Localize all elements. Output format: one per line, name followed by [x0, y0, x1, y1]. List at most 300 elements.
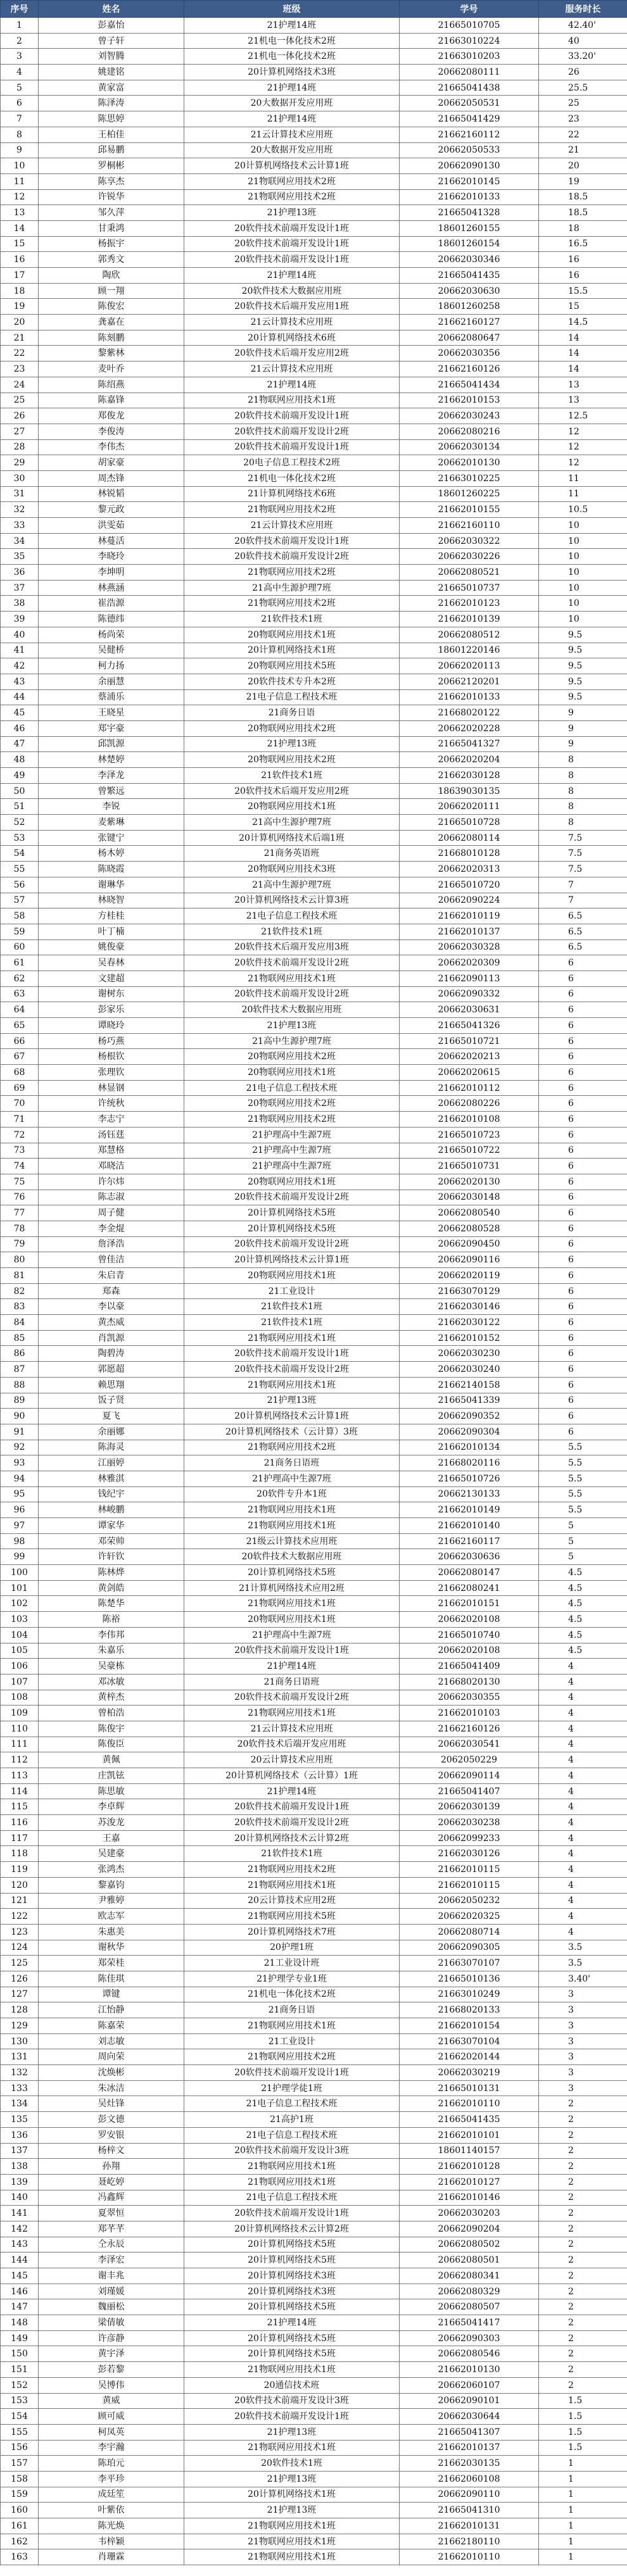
- table-row: [1, 2456, 627, 2472]
- service-hours: 11: [539, 470, 627, 486]
- class-name: 21软件技术1班: [184, 1315, 400, 1331]
- row-index: 114: [1, 1783, 39, 1799]
- table-row: [1, 580, 627, 596]
- student-name: 林锐韬: [39, 486, 184, 502]
- table-row: [1, 2330, 627, 2346]
- student-name: 李俊涛: [39, 424, 184, 439]
- table-row: [1, 1112, 627, 1128]
- row-index: 139: [1, 2174, 39, 2190]
- header-index: 序号: [1, 1, 39, 18]
- table-row: [1, 1956, 627, 1971]
- row-index: 4: [1, 65, 39, 80]
- student-id: 21662010131: [400, 2518, 539, 2534]
- row-index: 120: [1, 1877, 39, 1893]
- class-name: 20计算机网络技术3班: [184, 2284, 400, 2299]
- service-hours: 5: [539, 1533, 627, 1549]
- class-name: 21护理14班: [184, 377, 400, 393]
- row-index: 75: [1, 1174, 39, 1190]
- student-name: 刘瑾媛: [39, 2284, 184, 2299]
- service-hours: 12: [539, 439, 627, 455]
- student-id: 20662080507: [400, 2299, 539, 2315]
- service-hours: 2: [539, 2190, 627, 2206]
- class-name: 21物联网应用技术1班: [184, 2534, 400, 2549]
- student-name: 黄剑皓: [39, 1580, 184, 1596]
- table-row: [1, 1409, 627, 1424]
- student-id: 21662030126: [400, 1846, 539, 1862]
- student-id: 21662010149: [400, 1502, 539, 1518]
- student-id: 20662020204: [400, 752, 539, 768]
- service-hours: 18.5: [539, 189, 627, 205]
- row-index: 163: [1, 2549, 39, 2565]
- student-name: 周杰锋: [39, 470, 184, 486]
- service-hours: 14: [539, 346, 627, 361]
- student-name: 邓晓洁: [39, 1159, 184, 1174]
- student-id: 21662010154: [400, 2018, 539, 2034]
- service-hours: 9.5: [539, 674, 627, 689]
- student-name: 曾繁远: [39, 783, 184, 799]
- row-index: 17: [1, 268, 39, 284]
- table-row: [1, 1596, 627, 1612]
- row-index: 48: [1, 752, 39, 768]
- student-id: 21665010136: [400, 1971, 539, 1987]
- student-id: 21662010115: [400, 1877, 539, 1893]
- student-id: 18639030135: [400, 783, 539, 799]
- service-hours: 3: [539, 2033, 627, 2049]
- student-id: 21665041407: [400, 1783, 539, 1799]
- table-row: [1, 830, 627, 846]
- student-name: 王晓星: [39, 705, 184, 721]
- table-row: [1, 768, 627, 784]
- student-id: 20662090450: [400, 1236, 539, 1252]
- table-row: [1, 2002, 627, 2018]
- table-row: [1, 2268, 627, 2284]
- row-index: 30: [1, 470, 39, 486]
- row-index: 70: [1, 1096, 39, 1112]
- row-index: 125: [1, 1956, 39, 1971]
- student-id: 21668010128: [400, 846, 539, 862]
- student-id: 18601260225: [400, 486, 539, 502]
- row-index: 18: [1, 283, 39, 299]
- service-hours: 16.5: [539, 236, 627, 252]
- student-name: 陈裕: [39, 1612, 184, 1628]
- student-id: 21662020144: [400, 2049, 539, 2065]
- service-hours: 10: [539, 596, 627, 612]
- row-index: 44: [1, 689, 39, 705]
- class-name: 20计算机网络技术云计算2班: [184, 1830, 400, 1846]
- header-service-hours: 服务时长: [539, 1, 627, 18]
- class-name: 21电子信息工程技术班: [184, 1080, 400, 1096]
- student-name: 张键宁: [39, 830, 184, 846]
- service-hours: 6: [539, 1190, 627, 1205]
- row-index: 84: [1, 1315, 39, 1331]
- table-row: [1, 268, 627, 284]
- service-hours: 3.5: [539, 1956, 627, 1971]
- class-name: 20计算机网络技术（云计算）1班: [184, 1768, 400, 1784]
- service-hours: 4.5: [539, 1643, 627, 1659]
- student-name: 黎嘉钧: [39, 1877, 184, 1893]
- service-hours: 19: [539, 173, 627, 189]
- table-row: [1, 2315, 627, 2331]
- student-name: 李宇瀚: [39, 2440, 184, 2456]
- class-name: 21物联网应用技术1班: [184, 393, 400, 408]
- student-id: 21665010722: [400, 1143, 539, 1159]
- service-hours: 2: [539, 2159, 627, 2175]
- table-row: [1, 49, 627, 65]
- student-id: 20662090352: [400, 1409, 539, 1424]
- student-name: 余丽娜: [39, 1424, 184, 1440]
- service-hours: 6: [539, 1393, 627, 1409]
- table-row: [1, 1127, 627, 1143]
- student-id: 20662050531: [400, 96, 539, 111]
- service-hours: 3: [539, 2049, 627, 2065]
- service-hours: 6: [539, 1127, 627, 1143]
- row-index: 86: [1, 1346, 39, 1362]
- row-index: 79: [1, 1236, 39, 1252]
- row-index: 157: [1, 2456, 39, 2472]
- class-name: 21护理13班: [184, 736, 400, 752]
- class-name: 20软件技术前端开发设计2班: [184, 1190, 400, 1205]
- student-id: 18601260258: [400, 299, 539, 315]
- class-name: 20物联网应用技术1班: [184, 1065, 400, 1081]
- service-hours: 9.5: [539, 689, 627, 705]
- student-id: 20662090304: [400, 1424, 539, 1440]
- class-name: 21物联网应用技术1班: [184, 1330, 400, 1346]
- student-name: 李平珍: [39, 2471, 184, 2487]
- student-id: 21662160112: [400, 127, 539, 142]
- class-name: 21物联网应用技术2班: [184, 502, 400, 518]
- service-hours: 9.5: [539, 658, 627, 674]
- service-hours: 7: [539, 893, 627, 908]
- student-name: 吴建豪: [39, 1846, 184, 1862]
- service-hours: 4: [539, 1706, 627, 1721]
- service-hours: 3: [539, 2065, 627, 2081]
- student-name: 汤钰莛: [39, 1127, 184, 1143]
- class-name: 20大数据开发应用班: [184, 96, 400, 111]
- student-name: 朱冰洁: [39, 2080, 184, 2096]
- student-id: 21668020130: [400, 1674, 539, 1690]
- table-row: [1, 1502, 627, 1518]
- row-index: 113: [1, 1768, 39, 1784]
- class-name: 21软件技术1班: [184, 1846, 400, 1862]
- table-row: [1, 658, 627, 674]
- student-name: 肖珊霖: [39, 2549, 184, 2565]
- table-row: [1, 1190, 627, 1205]
- table-row: [1, 1737, 627, 1752]
- service-hours: 6: [539, 971, 627, 986]
- service-hours: 9: [539, 736, 627, 752]
- table-row: [1, 518, 627, 534]
- service-hours: 1.5: [539, 2440, 627, 2456]
- table-row: [1, 1471, 627, 1486]
- row-index: 132: [1, 2065, 39, 2081]
- service-hours: 5: [539, 1549, 627, 1565]
- row-index: 103: [1, 1612, 39, 1628]
- service-hours: 6: [539, 1080, 627, 1096]
- table-row: [1, 65, 627, 80]
- student-name: 郭秀文: [39, 252, 184, 268]
- row-index: 87: [1, 1362, 39, 1378]
- class-name: 20软件技术后端开发应用班: [184, 1737, 400, 1752]
- row-index: 116: [1, 1815, 39, 1831]
- student-id: 20662020108: [400, 1612, 539, 1628]
- student-id: 2062050229: [400, 1752, 539, 1768]
- row-index: 102: [1, 1596, 39, 1612]
- student-id: 21668020133: [400, 2002, 539, 2018]
- table-row: [1, 955, 627, 971]
- student-name: 曾柏浩: [39, 1706, 184, 1721]
- service-hours: 2: [539, 2206, 627, 2221]
- student-name: 聂屹婷: [39, 2174, 184, 2190]
- student-name: 黄梓杰: [39, 1690, 184, 1706]
- table-row: [1, 111, 627, 127]
- table-row: [1, 486, 627, 502]
- row-index: 67: [1, 1049, 39, 1065]
- table-row: [1, 283, 627, 299]
- table-row: [1, 1815, 627, 1831]
- class-name: 21物联网应用技术2班: [184, 2049, 400, 2065]
- student-name: 谢秋华: [39, 1940, 184, 1956]
- student-id: 20662030219: [400, 2065, 539, 2081]
- class-name: 20软件技术大数据应用班: [184, 1549, 400, 1565]
- row-index: 73: [1, 1143, 39, 1159]
- student-name: 朱嘉乐: [39, 1643, 184, 1659]
- table-row: [1, 1706, 627, 1721]
- student-id: 20662090114: [400, 1768, 539, 1784]
- table-row: [1, 1018, 627, 1034]
- student-id: 21665010131: [400, 2080, 539, 2096]
- student-name: 孙翔: [39, 2159, 184, 2175]
- service-hours: 20: [539, 158, 627, 174]
- service-hours: 12.5: [539, 408, 627, 424]
- table-row: [1, 908, 627, 924]
- row-index: 37: [1, 580, 39, 596]
- class-name: 20物联网应用技术2班: [184, 720, 400, 736]
- row-index: 58: [1, 908, 39, 924]
- service-hours: 4: [539, 1799, 627, 1815]
- student-name: 饭子贤: [39, 1393, 184, 1409]
- student-id: 21665041417: [400, 2315, 539, 2331]
- table-row: [1, 799, 627, 815]
- service-hours: 4: [539, 1659, 627, 1674]
- table-row: [1, 1549, 627, 1565]
- table-row: [1, 2471, 627, 2487]
- table-row: [1, 1236, 627, 1252]
- service-hours: 2: [539, 2112, 627, 2128]
- table-row: [1, 846, 627, 862]
- service-hours: 6: [539, 1362, 627, 1378]
- class-name: 20软件技术前端开发设计2班: [184, 955, 400, 971]
- student-id: 20662030322: [400, 533, 539, 549]
- service-hours: 2: [539, 2346, 627, 2362]
- student-id: 21665041307: [400, 2424, 539, 2440]
- row-index: 94: [1, 1471, 39, 1486]
- class-name: 21护理14班: [184, 80, 400, 96]
- table-row: [1, 1987, 627, 2002]
- table-row: [1, 2518, 627, 2534]
- student-id: 21665010740: [400, 1627, 539, 1643]
- header-class: 班级: [184, 1, 400, 18]
- service-hours: 1: [539, 2518, 627, 2534]
- service-hours: 8: [539, 815, 627, 831]
- row-index: 145: [1, 2268, 39, 2284]
- student-name: 陈楚华: [39, 1596, 184, 1612]
- student-id: 21665010728: [400, 815, 539, 831]
- student-name: 邱凯源: [39, 736, 184, 752]
- table-row: [1, 1174, 627, 1190]
- table-row: [1, 1799, 627, 1815]
- service-hours: 6: [539, 1159, 627, 1174]
- service-hours: 23: [539, 111, 627, 127]
- student-id: 21662010127: [400, 2174, 539, 2190]
- service-hours: 10.5: [539, 502, 627, 518]
- table-row: [1, 189, 627, 205]
- row-index: 81: [1, 1268, 39, 1284]
- class-name: 21软件技术1班: [184, 768, 400, 784]
- student-name: 陈绍燕: [39, 377, 184, 393]
- table-row: [1, 924, 627, 939]
- class-name: 20计算机网络技术3班: [184, 2268, 400, 2284]
- class-name: 21高中生源护理7班: [184, 877, 400, 893]
- student-id: 20662030139: [400, 1799, 539, 1815]
- class-name: 20计算机网络技术后端1班: [184, 830, 400, 846]
- table-row: [1, 1033, 627, 1049]
- class-name: 20软件技术前端开发设计1班: [184, 439, 400, 455]
- table-row: [1, 596, 627, 612]
- service-hours: 6: [539, 1409, 627, 1424]
- student-id: 20662080216: [400, 424, 539, 439]
- service-hours: 4: [539, 1768, 627, 1784]
- student-name: 叶紫依: [39, 2503, 184, 2518]
- class-name: 21工业设计班: [184, 1956, 400, 1971]
- row-index: 46: [1, 720, 39, 736]
- student-name: 陈志淑: [39, 1190, 184, 1205]
- class-name: 20计算机网络技术1班: [184, 2487, 400, 2503]
- row-index: 137: [1, 2143, 39, 2159]
- row-index: 56: [1, 877, 39, 893]
- table-row: [1, 877, 627, 893]
- table-row: [1, 2159, 627, 2175]
- class-name: 21物联网应用技术2班: [184, 1440, 400, 1455]
- row-index: 107: [1, 1674, 39, 1690]
- class-name: 21护理13班: [184, 1393, 400, 1409]
- class-name: 21软件技术1班: [184, 1299, 400, 1315]
- student-id: 20662030356: [400, 346, 539, 361]
- table-row: [1, 674, 627, 689]
- table-row: [1, 2065, 627, 2081]
- student-name: 柯凤英: [39, 2424, 184, 2440]
- student-id: 21662030128: [400, 768, 539, 784]
- class-name: 20软件技术1班: [184, 2456, 400, 2472]
- service-hours: 6: [539, 1283, 627, 1299]
- service-hours: 4.5: [539, 1596, 627, 1612]
- class-name: 20软件技术前端开发设计1班: [184, 1643, 400, 1659]
- student-name: 龚嘉在: [39, 315, 184, 330]
- student-id: 21663010225: [400, 470, 539, 486]
- row-index: 147: [1, 2299, 39, 2315]
- table-row: [1, 533, 627, 549]
- class-name: 20物联网应用技术1班: [184, 627, 400, 643]
- student-name: 冯鑫辉: [39, 2190, 184, 2206]
- table-row: [1, 815, 627, 831]
- table-row: [1, 2143, 627, 2159]
- row-index: 152: [1, 2377, 39, 2393]
- row-index: 53: [1, 830, 39, 846]
- student-id: 21665010705: [400, 18, 539, 34]
- row-index: 64: [1, 1002, 39, 1018]
- service-hours: 6: [539, 1424, 627, 1440]
- class-name: 21护理14班: [184, 111, 400, 127]
- student-id: 20662080502: [400, 2237, 539, 2252]
- table-row: [1, 502, 627, 518]
- class-name: 20软件技术大数据应用班: [184, 283, 400, 299]
- table-row: [1, 2190, 627, 2206]
- class-name: 21物联网应用技术2班: [184, 1862, 400, 1878]
- table-row: [1, 565, 627, 581]
- class-name: 20软件技术前端开发设计2班: [184, 1690, 400, 1706]
- row-index: 140: [1, 2190, 39, 2206]
- student-name: 顾可威: [39, 2409, 184, 2425]
- table-row: [1, 1393, 627, 1409]
- student-id: 21665010720: [400, 877, 539, 893]
- class-name: 21高中生源护理7班: [184, 1033, 400, 1049]
- row-index: 123: [1, 1924, 39, 1940]
- student-name: 黄威: [39, 2393, 184, 2409]
- student-name: 陈俊宏: [39, 299, 184, 315]
- student-name: 沈焕彬: [39, 2065, 184, 2081]
- table-row: [1, 1159, 627, 1174]
- service-hours: 1: [539, 2549, 627, 2565]
- service-hours: 6: [539, 1221, 627, 1236]
- student-id: 21662010112: [400, 1080, 539, 1096]
- table-row: [1, 1893, 627, 1909]
- service-hours: 5.5: [539, 1502, 627, 1518]
- class-name: 20计算机网络技术云计算1班: [184, 1409, 400, 1424]
- row-index: 109: [1, 1706, 39, 1721]
- service-hours: 25: [539, 96, 627, 111]
- student-id: 20662020325: [400, 1909, 539, 1925]
- student-id: 20662050533: [400, 142, 539, 158]
- service-hours: 4.5: [539, 1612, 627, 1628]
- student-id: 20662080147: [400, 1565, 539, 1581]
- service-hours: 4: [539, 1721, 627, 1737]
- row-index: 35: [1, 549, 39, 565]
- service-hours: 12: [539, 424, 627, 439]
- class-name: 21软件技术1班: [184, 924, 400, 939]
- student-id: 21665041328: [400, 205, 539, 221]
- student-name: 李以豪: [39, 1299, 184, 1315]
- service-hours: 4: [539, 1783, 627, 1799]
- student-name: 许轩钦: [39, 1549, 184, 1565]
- row-index: 11: [1, 173, 39, 189]
- table-row: [1, 2018, 627, 2034]
- row-index: 108: [1, 1690, 39, 1706]
- service-hours: 42.40': [539, 18, 627, 34]
- class-name: 21物联网应用技术1班: [184, 2174, 400, 2190]
- table-row: [1, 1877, 627, 1893]
- row-index: 13: [1, 205, 39, 221]
- table-row: [1, 1659, 627, 1674]
- class-name: 21机电一体化技术2班: [184, 49, 400, 65]
- service-hours: 2: [539, 2330, 627, 2346]
- table-row: [1, 33, 627, 49]
- student-name: 林峻鹏: [39, 1502, 184, 1518]
- student-name: 麦叶乔: [39, 361, 184, 377]
- table-row: [1, 1362, 627, 1378]
- row-index: 47: [1, 736, 39, 752]
- table-row: [1, 18, 627, 34]
- table-row: [1, 346, 627, 361]
- class-name: 20计算机网络技术6班: [184, 330, 400, 346]
